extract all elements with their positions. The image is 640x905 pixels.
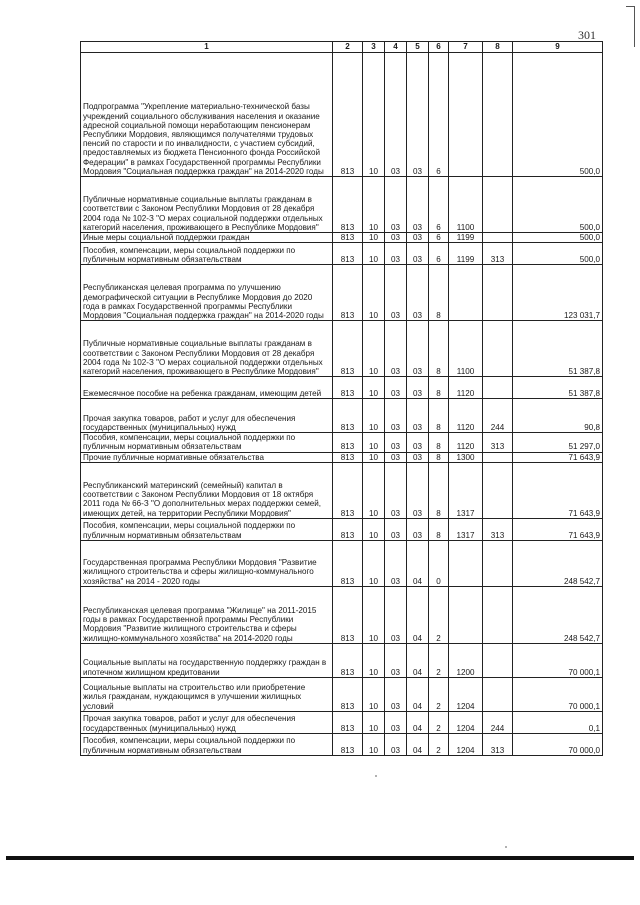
- cell-article: 1204: [449, 711, 483, 733]
- cell-article: 1317: [449, 518, 483, 540]
- column-header: 2: [333, 42, 363, 53]
- row-description: Пособия, компенсации, меры социальной поддержки по публичным нормативным обязательствам: [81, 433, 333, 452]
- cell-subsection: 03: [385, 265, 407, 321]
- row-description: Социальные выплаты на строительство или приобретение жилья гражданам, нуждающимся в улучшении жилищных условий: [81, 677, 333, 711]
- table-row: [81, 452, 603, 462]
- table-body: [81, 53, 603, 756]
- cell-article: 1317: [449, 462, 483, 518]
- table-row: [81, 518, 603, 540]
- table-row: [81, 586, 603, 643]
- cell-subprogram: 8: [429, 462, 449, 518]
- table-row: [81, 711, 603, 733]
- cell-subsection: 03: [385, 433, 407, 452]
- cell-section: 10: [363, 399, 385, 433]
- cell-amount: 70 000,1: [513, 643, 603, 677]
- row-description: Республиканский материнский (семейный) капитал в соответствии с Законом Республики Мордовия от 18 октября 2011 года № 66-З "О дополнительных мерах поддержки семей, имеющих детей, на территории Республики Мордовия": [81, 462, 333, 518]
- cell-expense-type: [483, 321, 513, 377]
- table-row: [81, 643, 603, 677]
- table-row: [81, 177, 603, 233]
- cell-program: 04: [407, 540, 429, 586]
- cell-admin-code: 813: [333, 452, 363, 462]
- cell-admin-code: 813: [333, 733, 363, 755]
- cell-admin-code: 813: [333, 586, 363, 643]
- cell-section: 10: [363, 733, 385, 755]
- cell-section: 10: [363, 265, 385, 321]
- budget-table: [80, 41, 603, 756]
- cell-admin-code: 813: [333, 53, 363, 177]
- cell-subprogram: 2: [429, 677, 449, 711]
- cell-section: 10: [363, 677, 385, 711]
- cell-amount: 0,1: [513, 711, 603, 733]
- cell-subprogram: 6: [429, 243, 449, 265]
- cell-expense-type: 313: [483, 518, 513, 540]
- table-row: [81, 433, 603, 452]
- cell-article: 1100: [449, 177, 483, 233]
- cell-program: 03: [407, 321, 429, 377]
- cell-subsection: 03: [385, 540, 407, 586]
- cell-expense-type: 313: [483, 433, 513, 452]
- cell-subsection: 03: [385, 321, 407, 377]
- cell-section: 10: [363, 462, 385, 518]
- cell-amount: 71 643,9: [513, 452, 603, 462]
- cell-section: 10: [363, 452, 385, 462]
- cell-admin-code: 813: [333, 711, 363, 733]
- scan-speck: [375, 775, 377, 777]
- table-header-row: [81, 42, 603, 53]
- cell-article: 1120: [449, 377, 483, 399]
- cell-subsection: 03: [385, 733, 407, 755]
- cell-subprogram: 8: [429, 377, 449, 399]
- cell-amount: 51 297,0: [513, 433, 603, 452]
- cell-admin-code: 813: [333, 540, 363, 586]
- cell-subsection: 03: [385, 677, 407, 711]
- column-header: 5: [407, 42, 429, 53]
- cell-admin-code: 813: [333, 177, 363, 233]
- cell-subprogram: 0: [429, 540, 449, 586]
- cell-expense-type: 244: [483, 711, 513, 733]
- cell-admin-code: 813: [333, 677, 363, 711]
- cell-subsection: 03: [385, 53, 407, 177]
- cell-article: [449, 265, 483, 321]
- cell-program: 04: [407, 643, 429, 677]
- cell-expense-type: [483, 586, 513, 643]
- cell-amount: 71 643,9: [513, 462, 603, 518]
- cell-subprogram: 8: [429, 518, 449, 540]
- cell-article: 1204: [449, 733, 483, 755]
- cell-subsection: 03: [385, 462, 407, 518]
- cell-subprogram: 6: [429, 177, 449, 233]
- cell-subprogram: 8: [429, 433, 449, 452]
- cell-section: 10: [363, 243, 385, 265]
- cell-subprogram: 6: [429, 53, 449, 177]
- cell-subsection: 03: [385, 643, 407, 677]
- cell-subsection: 03: [385, 452, 407, 462]
- cell-amount: 248 542,7: [513, 540, 603, 586]
- cell-section: 10: [363, 321, 385, 377]
- cell-amount: 71 643,9: [513, 518, 603, 540]
- cell-section: 10: [363, 177, 385, 233]
- cell-expense-type: 313: [483, 243, 513, 265]
- cell-article: 1120: [449, 433, 483, 452]
- row-description: Пособия, компенсации, меры социальной поддержки по публичным нормативным обязательствам: [81, 243, 333, 265]
- cell-expense-type: [483, 53, 513, 177]
- cell-program: 04: [407, 586, 429, 643]
- cell-section: 10: [363, 433, 385, 452]
- table-row: [81, 677, 603, 711]
- cell-subsection: 03: [385, 586, 407, 643]
- cell-subsection: 03: [385, 177, 407, 233]
- cell-admin-code: 813: [333, 433, 363, 452]
- row-description: Прочая закупка товаров, работ и услуг для обеспечения государственных (муниципальных) нужд: [81, 711, 333, 733]
- cell-amount: 500,0: [513, 243, 603, 265]
- cell-program: 03: [407, 233, 429, 243]
- row-description: Прочие публичные нормативные обязательства: [81, 452, 333, 462]
- cell-subprogram: 2: [429, 711, 449, 733]
- cell-expense-type: [483, 377, 513, 399]
- column-header: 6: [429, 42, 449, 53]
- cell-expense-type: [483, 177, 513, 233]
- row-description: Государственная программа Республики Мордовия "Развитие жилищного строительства и сферы жилищно-коммунального хозяйства" на 2014 - 2020 годы: [81, 540, 333, 586]
- cell-section: 10: [363, 518, 385, 540]
- cell-subprogram: 2: [429, 586, 449, 643]
- table-row: [81, 321, 603, 377]
- cell-admin-code: 813: [333, 462, 363, 518]
- cell-article: 1200: [449, 643, 483, 677]
- cell-subsection: 03: [385, 518, 407, 540]
- column-header: 4: [385, 42, 407, 53]
- cell-amount: 51 387,8: [513, 377, 603, 399]
- table-row: [81, 462, 603, 518]
- cell-expense-type: 313: [483, 733, 513, 755]
- page-number: 301: [578, 28, 596, 42]
- cell-program: 04: [407, 711, 429, 733]
- row-description: Республиканская целевая программа по улучшению демографической ситуации в Республике Мордовия до 2020 года в рамках Государственной программы Республики Мордовия "Социальная поддержка граждан" на 2014-2020 годы: [81, 265, 333, 321]
- cell-program: 03: [407, 265, 429, 321]
- cell-article: 1199: [449, 243, 483, 265]
- row-description: Публичные нормативные социальные выплаты гражданам в соответствии с Законом Республики Мордовия от 28 декабря 2004 года № 102-З "О мерах социальной поддержки отдельных категорий населения, проживающего в Республике Мордовия": [81, 177, 333, 233]
- row-description: Подпрограмма "Укрепление материально-технической базы учреждений социального обслуживания населения и оказание адресной социальной помощи неработающим пенсионерам Республики Мордовия, являющимся получателями трудовых пенсий по старости и по инвалидности, с участием субсидий, предоставляемых из бюджета Пенсионного фонда Российской Федерации" в рамках Государственной программы Республики Мордовия "Социальная поддержка граждан" на 2014-2020 годы: [81, 53, 333, 177]
- cell-admin-code: 813: [333, 321, 363, 377]
- cell-program: 03: [407, 452, 429, 462]
- cell-admin-code: 813: [333, 243, 363, 265]
- table-row: [81, 243, 603, 265]
- cell-subprogram: 2: [429, 643, 449, 677]
- column-header: 3: [363, 42, 385, 53]
- cell-amount: 51 387,8: [513, 321, 603, 377]
- cell-program: 04: [407, 677, 429, 711]
- cell-subsection: 03: [385, 377, 407, 399]
- cell-article: 1204: [449, 677, 483, 711]
- cell-program: 03: [407, 433, 429, 452]
- cell-amount: 90,8: [513, 399, 603, 433]
- cell-expense-type: [483, 265, 513, 321]
- cell-expense-type: [483, 677, 513, 711]
- cell-program: 03: [407, 53, 429, 177]
- cell-program: 03: [407, 462, 429, 518]
- table-row: [81, 399, 603, 433]
- row-description: Ежемесячное пособие на ребенка гражданам, имеющим детей: [81, 377, 333, 399]
- cell-subsection: 03: [385, 233, 407, 243]
- cell-program: 03: [407, 377, 429, 399]
- cell-section: 10: [363, 586, 385, 643]
- column-header: 1: [81, 42, 333, 53]
- row-description: Республиканская целевая программа "Жилище" на 2011-2015 годы в рамках Государственной программы Республики Мордовия "Развитие жилищного строительства и сферы жилищно-коммунального хозяйства" на 2014-2020 годы: [81, 586, 333, 643]
- row-description: Публичные нормативные социальные выплаты гражданам в соответствии с Законом Республики Мордовия от 28 декабря 2004 года № 102-З "О мерах социальной поддержки отдельных категорий населения, проживающего в Республике Мордовия": [81, 321, 333, 377]
- page-bottom-rule: [6, 856, 634, 860]
- cell-amount: 70 000,1: [513, 677, 603, 711]
- cell-program: 03: [407, 243, 429, 265]
- row-description: Пособия, компенсации, меры социальной поддержки по публичным нормативным обязательствам: [81, 518, 333, 540]
- cell-amount: 123 031,7: [513, 265, 603, 321]
- cell-section: 10: [363, 53, 385, 177]
- column-header: 7: [449, 42, 483, 53]
- cell-section: 10: [363, 643, 385, 677]
- table-row: [81, 377, 603, 399]
- cell-article: 1300: [449, 452, 483, 462]
- cell-amount: 70 000,0: [513, 733, 603, 755]
- table-row: [81, 733, 603, 755]
- cell-article: 1199: [449, 233, 483, 243]
- cell-admin-code: 813: [333, 265, 363, 321]
- table-row: [81, 265, 603, 321]
- cell-subprogram: 8: [429, 399, 449, 433]
- cell-section: 10: [363, 233, 385, 243]
- cell-article: [449, 53, 483, 177]
- cell-subprogram: 2: [429, 733, 449, 755]
- cell-expense-type: [483, 462, 513, 518]
- cell-subsection: 03: [385, 711, 407, 733]
- cell-amount: 248 542,7: [513, 586, 603, 643]
- cell-admin-code: 813: [333, 399, 363, 433]
- cell-program: 04: [407, 733, 429, 755]
- cell-admin-code: 813: [333, 518, 363, 540]
- cell-admin-code: 813: [333, 377, 363, 399]
- cell-section: 10: [363, 377, 385, 399]
- cell-section: 10: [363, 711, 385, 733]
- cell-article: 1100: [449, 321, 483, 377]
- row-description: Прочая закупка товаров, работ и услуг для обеспечения государственных (муниципальных) нужд: [81, 399, 333, 433]
- cell-amount: 500,0: [513, 233, 603, 243]
- scan-speck: [505, 846, 507, 848]
- cell-subprogram: 8: [429, 452, 449, 462]
- table-row: [81, 53, 603, 177]
- cell-subsection: 03: [385, 399, 407, 433]
- row-description: Пособия, компенсации, меры социальной поддержки по публичным нормативным обязательствам: [81, 733, 333, 755]
- table-row: [81, 233, 603, 243]
- cell-expense-type: [483, 233, 513, 243]
- cell-admin-code: 813: [333, 643, 363, 677]
- row-description: Социальные выплаты на государственную поддержку граждан в ипотечном жилищном кредитовании: [81, 643, 333, 677]
- cell-admin-code: 813: [333, 233, 363, 243]
- column-header: 9: [513, 42, 603, 53]
- cell-program: 03: [407, 518, 429, 540]
- cell-subprogram: 6: [429, 233, 449, 243]
- cell-subprogram: 8: [429, 265, 449, 321]
- cell-article: 1120: [449, 399, 483, 433]
- table-row: [81, 540, 603, 586]
- cell-subsection: 03: [385, 243, 407, 265]
- cell-amount: 500,0: [513, 53, 603, 177]
- cell-article: [449, 540, 483, 586]
- scan-corner-mark: [626, 6, 635, 47]
- cell-expense-type: [483, 452, 513, 462]
- cell-subprogram: 8: [429, 321, 449, 377]
- cell-expense-type: [483, 540, 513, 586]
- cell-expense-type: 244: [483, 399, 513, 433]
- cell-section: 10: [363, 540, 385, 586]
- row-description: Иные меры социальной поддержки граждан: [81, 233, 333, 243]
- cell-program: 03: [407, 177, 429, 233]
- cell-amount: 500,0: [513, 177, 603, 233]
- column-header: 8: [483, 42, 513, 53]
- cell-program: 03: [407, 399, 429, 433]
- cell-expense-type: [483, 643, 513, 677]
- cell-article: [449, 586, 483, 643]
